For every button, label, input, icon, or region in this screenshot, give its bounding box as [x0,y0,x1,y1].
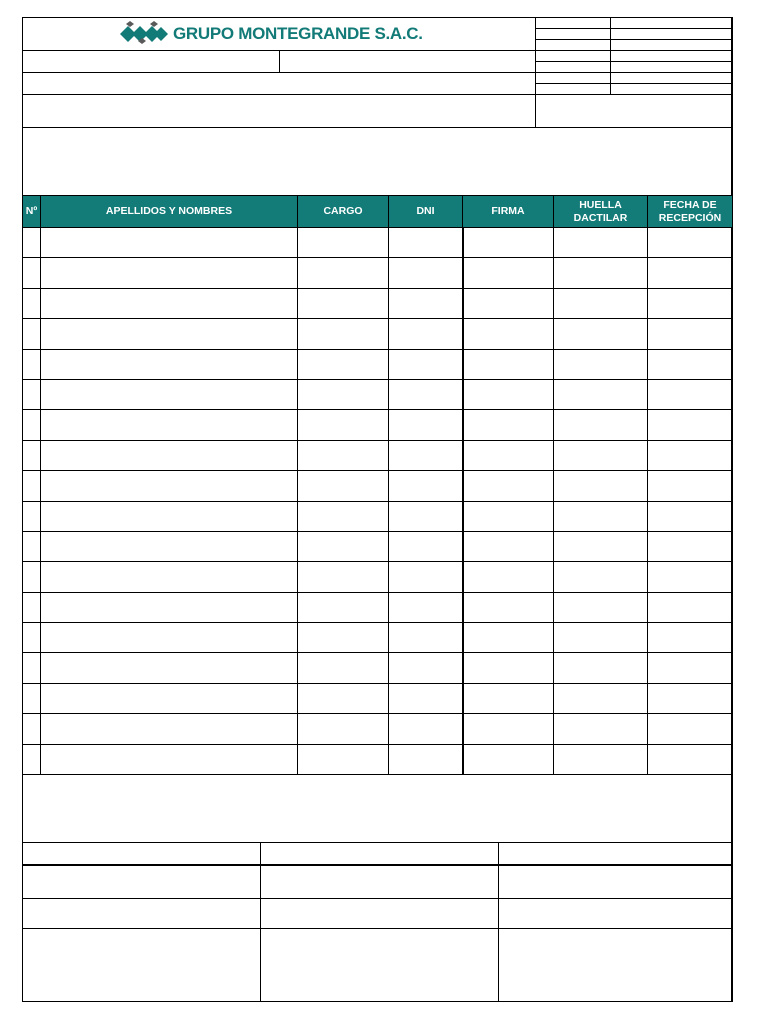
cell-number[interactable] [23,319,41,349]
cell-names[interactable] [41,744,298,774]
meta-grid-line-5 [535,72,732,73]
cell-number[interactable] [23,288,41,318]
cell-names[interactable] [41,623,298,653]
cell-firma[interactable] [463,592,554,622]
cell-dni[interactable] [389,349,463,379]
cell-huella[interactable] [554,714,648,744]
cell-names[interactable] [41,714,298,744]
cell-cargo[interactable] [298,592,389,622]
cell-names[interactable] [41,288,298,318]
column-header-fecha: FECHA DE RECEPCIÓN [648,196,733,228]
cell-number[interactable] [23,258,41,288]
footer-divider-1 [260,842,261,1002]
cell-firma[interactable] [463,531,554,561]
cell-dni[interactable] [389,744,463,774]
cell-fecha[interactable] [648,440,733,470]
column-header-firma: FIRMA [463,196,554,228]
meta-grid-line-2 [535,39,732,40]
cell-fecha[interactable] [648,653,733,683]
cell-number[interactable] [23,744,41,774]
cell-fecha[interactable] [648,714,733,744]
header-row-line-3 [22,94,733,95]
cell-number[interactable] [23,501,41,531]
cell-cargo[interactable] [298,744,389,774]
cell-huella[interactable] [554,440,648,470]
cell-fecha[interactable] [648,258,733,288]
cell-huella[interactable] [554,379,648,409]
cell-cargo[interactable] [298,319,389,349]
cell-fecha[interactable] [648,562,733,592]
column-header-names: APELLIDOS Y NOMBRES [41,196,298,228]
meta-grid-line-1 [535,28,732,29]
cell-cargo[interactable] [298,501,389,531]
cell-firma[interactable] [463,349,554,379]
cell-huella[interactable] [554,531,648,561]
cell-huella[interactable] [554,228,648,258]
table-row [23,501,733,531]
table-row [23,683,733,713]
table-row [23,714,733,744]
cell-fecha[interactable] [648,471,733,501]
cell-firma[interactable] [463,683,554,713]
cell-names[interactable] [41,501,298,531]
cell-names[interactable] [41,440,298,470]
cell-firma[interactable] [463,501,554,531]
cell-huella[interactable] [554,501,648,531]
cell-huella[interactable] [554,471,648,501]
cell-huella[interactable] [554,623,648,653]
cell-dni[interactable] [389,228,463,258]
table-row [23,623,733,653]
cell-number[interactable] [23,562,41,592]
cell-huella[interactable] [554,319,648,349]
cell-names[interactable] [41,258,298,288]
footer-divider-2 [498,842,499,1002]
cell-number[interactable] [23,349,41,379]
cell-cargo[interactable] [298,531,389,561]
header-row-split [279,50,280,72]
cell-dni[interactable] [389,653,463,683]
table-header-row [23,196,733,228]
cell-firma[interactable] [463,379,554,409]
footer-line-2 [22,864,733,866]
table-row [23,653,733,683]
cell-firma[interactable] [463,623,554,653]
column-header-cargo: CARGO [298,196,389,228]
footer-line-1 [22,842,733,843]
cell-cargo[interactable] [298,683,389,713]
cell-fecha[interactable] [648,349,733,379]
cell-cargo[interactable] [298,288,389,318]
cell-cargo[interactable] [298,653,389,683]
cell-firma[interactable] [463,228,554,258]
company-name: GRUPO MONTEGRANDE S.A.C. [173,24,423,43]
cell-number[interactable] [23,440,41,470]
cell-fecha[interactable] [648,379,733,409]
header-row-line-2 [22,72,536,73]
cell-cargo[interactable] [298,349,389,379]
cell-names[interactable] [41,349,298,379]
cell-fecha[interactable] [648,683,733,713]
cell-huella[interactable] [554,562,648,592]
cell-firma[interactable] [463,653,554,683]
cell-number[interactable] [23,623,41,653]
meta-grid-line-6 [535,83,732,84]
cell-cargo[interactable] [298,471,389,501]
cell-dni[interactable] [389,258,463,288]
cell-dni[interactable] [389,501,463,531]
cell-fecha[interactable] [648,410,733,440]
cell-dni[interactable] [389,440,463,470]
cell-huella[interactable] [554,592,648,622]
column-header-huella: HUELLA DACTILAR [554,196,648,228]
cell-number[interactable] [23,592,41,622]
footer-line-4 [22,928,733,929]
cell-dni[interactable] [389,410,463,440]
table-row [23,410,733,440]
cell-fecha[interactable] [648,623,733,653]
cell-names[interactable] [41,471,298,501]
cell-fecha[interactable] [648,531,733,561]
meta-grid-line-4 [535,61,732,62]
meta-grid-line-3 [535,50,732,51]
cell-firma[interactable] [463,562,554,592]
table-row [23,562,733,592]
cell-huella[interactable] [554,258,648,288]
table-row [23,288,733,318]
cell-firma[interactable] [463,410,554,440]
column-header-dni: DNI [389,196,463,228]
cell-number[interactable] [23,379,41,409]
table-row [23,349,733,379]
cell-huella[interactable] [554,744,648,774]
column-header-number: Nº [23,196,41,228]
table-row [23,592,733,622]
cell-dni[interactable] [389,562,463,592]
cell-names[interactable] [41,592,298,622]
cell-number[interactable] [23,410,41,440]
cell-dni[interactable] [389,288,463,318]
registry-table [22,195,733,775]
cell-dni[interactable] [389,683,463,713]
table-row [23,319,733,349]
cell-firma[interactable] [463,319,554,349]
cell-firma[interactable] [463,471,554,501]
cell-cargo[interactable] [298,714,389,744]
cell-number[interactable] [23,228,41,258]
cell-number[interactable] [23,683,41,713]
frame-top [22,17,733,18]
cell-cargo[interactable] [298,562,389,592]
cell-names[interactable] [41,531,298,561]
cell-number[interactable] [23,471,41,501]
cell-dni[interactable] [389,623,463,653]
cell-huella[interactable] [554,349,648,379]
cell-dni[interactable] [389,379,463,409]
cell-names[interactable] [41,562,298,592]
table-row [23,744,733,774]
cell-dni[interactable] [389,592,463,622]
table-row [23,471,733,501]
cell-names[interactable] [41,319,298,349]
table-row [23,258,733,288]
table-row [23,228,733,258]
cell-names[interactable] [41,228,298,258]
cell-names[interactable] [41,683,298,713]
cell-firma[interactable] [463,258,554,288]
cell-number[interactable] [23,653,41,683]
cell-huella[interactable] [554,683,648,713]
header-row-line-4 [22,127,733,128]
cell-firma[interactable] [463,744,554,774]
cell-dni[interactable] [389,531,463,561]
table-row [23,531,733,561]
cell-names[interactable] [41,379,298,409]
cell-cargo[interactable] [298,228,389,258]
cell-names[interactable] [41,410,298,440]
table-row [23,440,733,470]
cell-dni[interactable] [389,471,463,501]
cell-cargo[interactable] [298,410,389,440]
cell-cargo[interactable] [298,258,389,288]
cell-huella[interactable] [554,653,648,683]
cell-number[interactable] [23,714,41,744]
frame-bottom [22,1001,733,1002]
footer-line-3 [22,898,733,899]
cell-cargo[interactable] [298,379,389,409]
cell-firma[interactable] [463,288,554,318]
cell-huella[interactable] [554,410,648,440]
cell-names[interactable] [41,653,298,683]
cell-firma[interactable] [463,714,554,744]
cell-number[interactable] [23,531,41,561]
cell-fecha[interactable] [648,592,733,622]
cell-fecha[interactable] [648,288,733,318]
cell-fecha[interactable] [648,501,733,531]
cell-firma[interactable] [463,440,554,470]
cell-dni[interactable] [389,319,463,349]
table-row [23,379,733,409]
cell-huella[interactable] [554,288,648,318]
cell-fecha[interactable] [648,228,733,258]
cell-cargo[interactable] [298,440,389,470]
cell-fecha[interactable] [648,744,733,774]
cell-cargo[interactable] [298,623,389,653]
montegrande-logo-icon [120,21,168,47]
cell-fecha[interactable] [648,319,733,349]
cell-dni[interactable] [389,714,463,744]
